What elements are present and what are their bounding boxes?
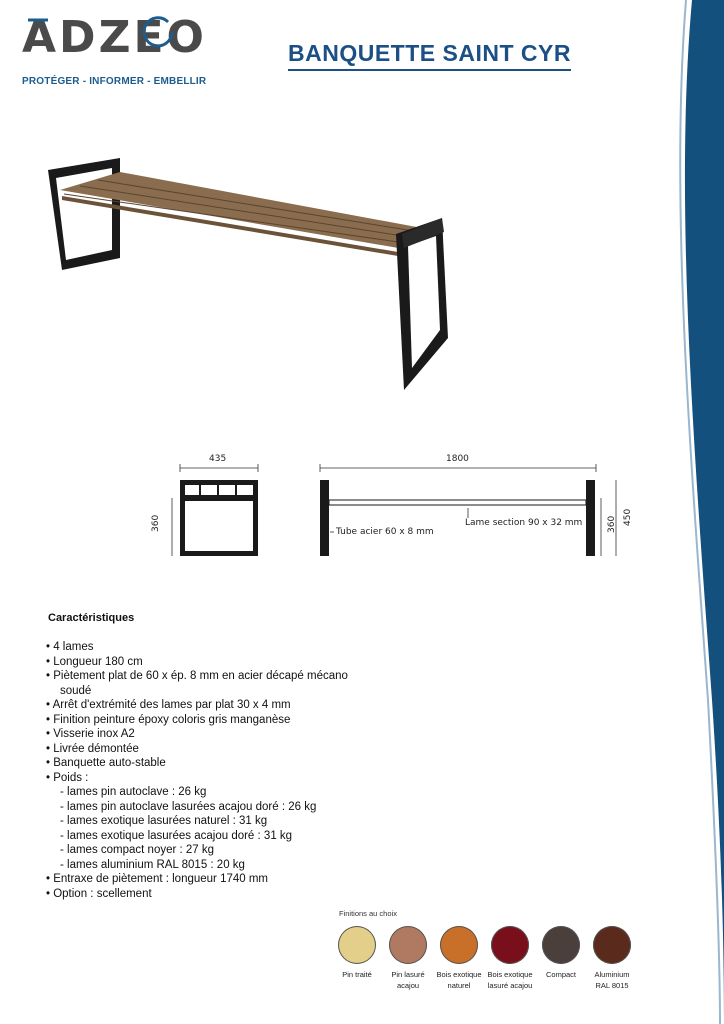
page-title: BANQUETTE SAINT CYR	[288, 40, 571, 71]
swatch-aluminium	[585, 926, 639, 991]
swatch-label: Bois exotique	[436, 970, 482, 979]
swatch-bois-exotique-acajou	[483, 926, 537, 991]
swatch-circle	[389, 926, 427, 964]
list-item: - lames aluminium RAL 8015 : 20 kg	[60, 858, 245, 871]
list-item: • Piètement plat de 60 x ép. 8 mm en acier décapé mécano	[46, 670, 348, 682]
list-item: • Option : scellement	[46, 887, 152, 900]
dim-front-height: 360	[607, 515, 617, 533]
list-item: • Arrêt d'extrémité des lames par plat 30 x 4 mm	[46, 699, 291, 711]
finitions-swatches	[330, 926, 640, 1006]
swatch-label: Pin traité	[342, 970, 372, 979]
swatch-pin-lasure-acajou	[381, 926, 435, 991]
list-item: - lames pin autoclave : 26 kg	[60, 786, 207, 798]
list-item: • Banquette auto-stable	[46, 757, 166, 769]
lame-label: Lame section 90 x 32 mm	[465, 518, 583, 528]
list-item: • Livrée démontée	[46, 742, 139, 755]
bench-illustration	[40, 150, 470, 395]
list-item: • Entraxe de piètement : longueur 1740 mm	[46, 873, 269, 885]
swatch-label: Pin lasuré	[391, 970, 425, 979]
dim-side-height: 360	[151, 514, 161, 532]
swatch-circle	[338, 926, 376, 964]
swatch-label: Aluminium	[594, 970, 630, 979]
list-item: • Visserie inox A2	[46, 728, 135, 740]
list-item: • Longueur 180 cm	[46, 655, 143, 668]
swatch-label-2: lasuré acajou	[487, 981, 533, 990]
list-item: soudé	[60, 684, 92, 697]
dim-length: 1800	[446, 454, 469, 464]
swatch-circle	[542, 926, 580, 964]
swatch-label-2: acajou	[396, 981, 420, 990]
swatch-label: Bois exotique	[487, 970, 533, 979]
dim-total-height: 450	[623, 508, 633, 526]
tube-label: Tube acier 60 x 8 mm	[336, 527, 434, 537]
list-item: - lames exotique lasurées naturel : 31 kg	[60, 815, 268, 827]
swatch-pin-traite	[330, 926, 384, 980]
list-item: • Finition peinture époxy coloris gris manganèse	[46, 713, 291, 726]
list-item: - lames compact noyer : 27 kg	[60, 844, 215, 856]
technical-drawings	[150, 448, 650, 563]
swatch-circle	[593, 926, 631, 964]
dim-side-width: 435	[209, 454, 227, 464]
list-item: - lames exotique lasurées acajou doré : 31 kg	[60, 829, 293, 842]
swatch-compact	[534, 926, 588, 980]
logo-arc-icon	[22, 10, 192, 68]
list-item: - lames pin autoclave lasurées acajou doré : 26 kg	[60, 800, 317, 813]
brand-logo-text: ADZEO	[22, 12, 207, 63]
swatch-label-2: naturel	[447, 981, 471, 990]
page-edge-decoration	[664, 0, 724, 1024]
swatch-circle	[440, 926, 478, 964]
list-item: • 4 lames	[46, 641, 94, 653]
swatch-label-2: RAL 8015	[595, 981, 629, 990]
swatch-bois-exotique-naturel	[432, 926, 486, 991]
swatch-label: Compact	[545, 970, 576, 979]
characteristics-list	[46, 640, 466, 901]
tagline: PROTÉGER - INFORMER - EMBELLIR	[22, 76, 207, 87]
finitions-heading: Finitions au choix	[339, 909, 397, 918]
list-item: • Poids :	[46, 771, 89, 784]
swatch-circle	[491, 926, 529, 964]
characteristics-heading: Caractéristiques	[48, 612, 135, 624]
